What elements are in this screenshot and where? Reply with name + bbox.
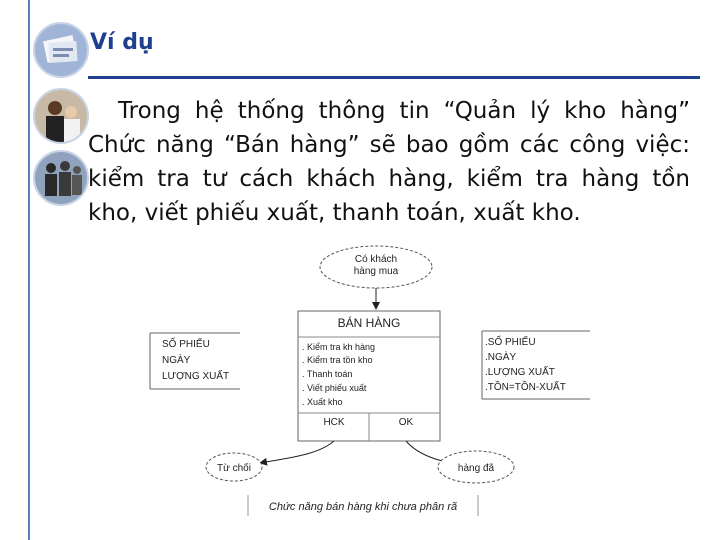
left-store-field: LƯỢNG XUẤT <box>162 371 230 382</box>
task-item: . Thanh toán <box>302 369 353 379</box>
title-divider <box>88 76 700 79</box>
people-meeting-icon <box>33 88 89 144</box>
event-line-1: Có khách <box>354 254 398 265</box>
diagram-caption: Chức năng bán hàng khi chưa phân rã <box>268 501 458 513</box>
event-line-2: hàng mua <box>353 266 399 277</box>
left-store-field: NGÀY <box>162 355 191 366</box>
task-item: . Viết phiếu xuất <box>302 383 367 393</box>
documents-icon <box>33 22 89 78</box>
task-item: . Xuất kho <box>302 397 343 407</box>
branch-ok-label: OK <box>398 417 414 428</box>
process-title: BÁN HÀNG <box>337 316 401 330</box>
right-store-field: .TỒN=TỒN-XUẤT <box>485 382 566 393</box>
right-store-field: .SỐ PHIẾU <box>485 337 536 348</box>
right-store-field: .NGÀY <box>485 352 517 363</box>
sidebar-line <box>28 0 30 540</box>
slide-title: Ví dụ <box>90 30 154 55</box>
arrow-to-reject <box>260 441 334 463</box>
right-store-field: .LƯỢNG XUẤT <box>485 367 555 378</box>
branch-fail-label: HCK <box>323 417 345 428</box>
outcome-done: hàng đã <box>457 463 495 474</box>
task-item: . Kiểm tra kh hàng <box>302 342 376 352</box>
left-store-field: SỐ PHIẾU <box>162 339 210 350</box>
process-diagram <box>148 243 598 518</box>
task-item: . Kiểm tra tồn kho <box>302 355 373 365</box>
outcome-reject: Từ chối <box>217 463 251 474</box>
body-paragraph: Trong hệ thống thông tin “Quản lý kho hàng” Chức năng “Bán hàng” sẽ bao gồm các công việc: kiểm tra tư cách khách hàng, kiểm tra hàng tồn kho, viết phiếu xuất, thanh toán, xuất kho. <box>88 98 690 226</box>
business-team-icon <box>33 150 89 206</box>
